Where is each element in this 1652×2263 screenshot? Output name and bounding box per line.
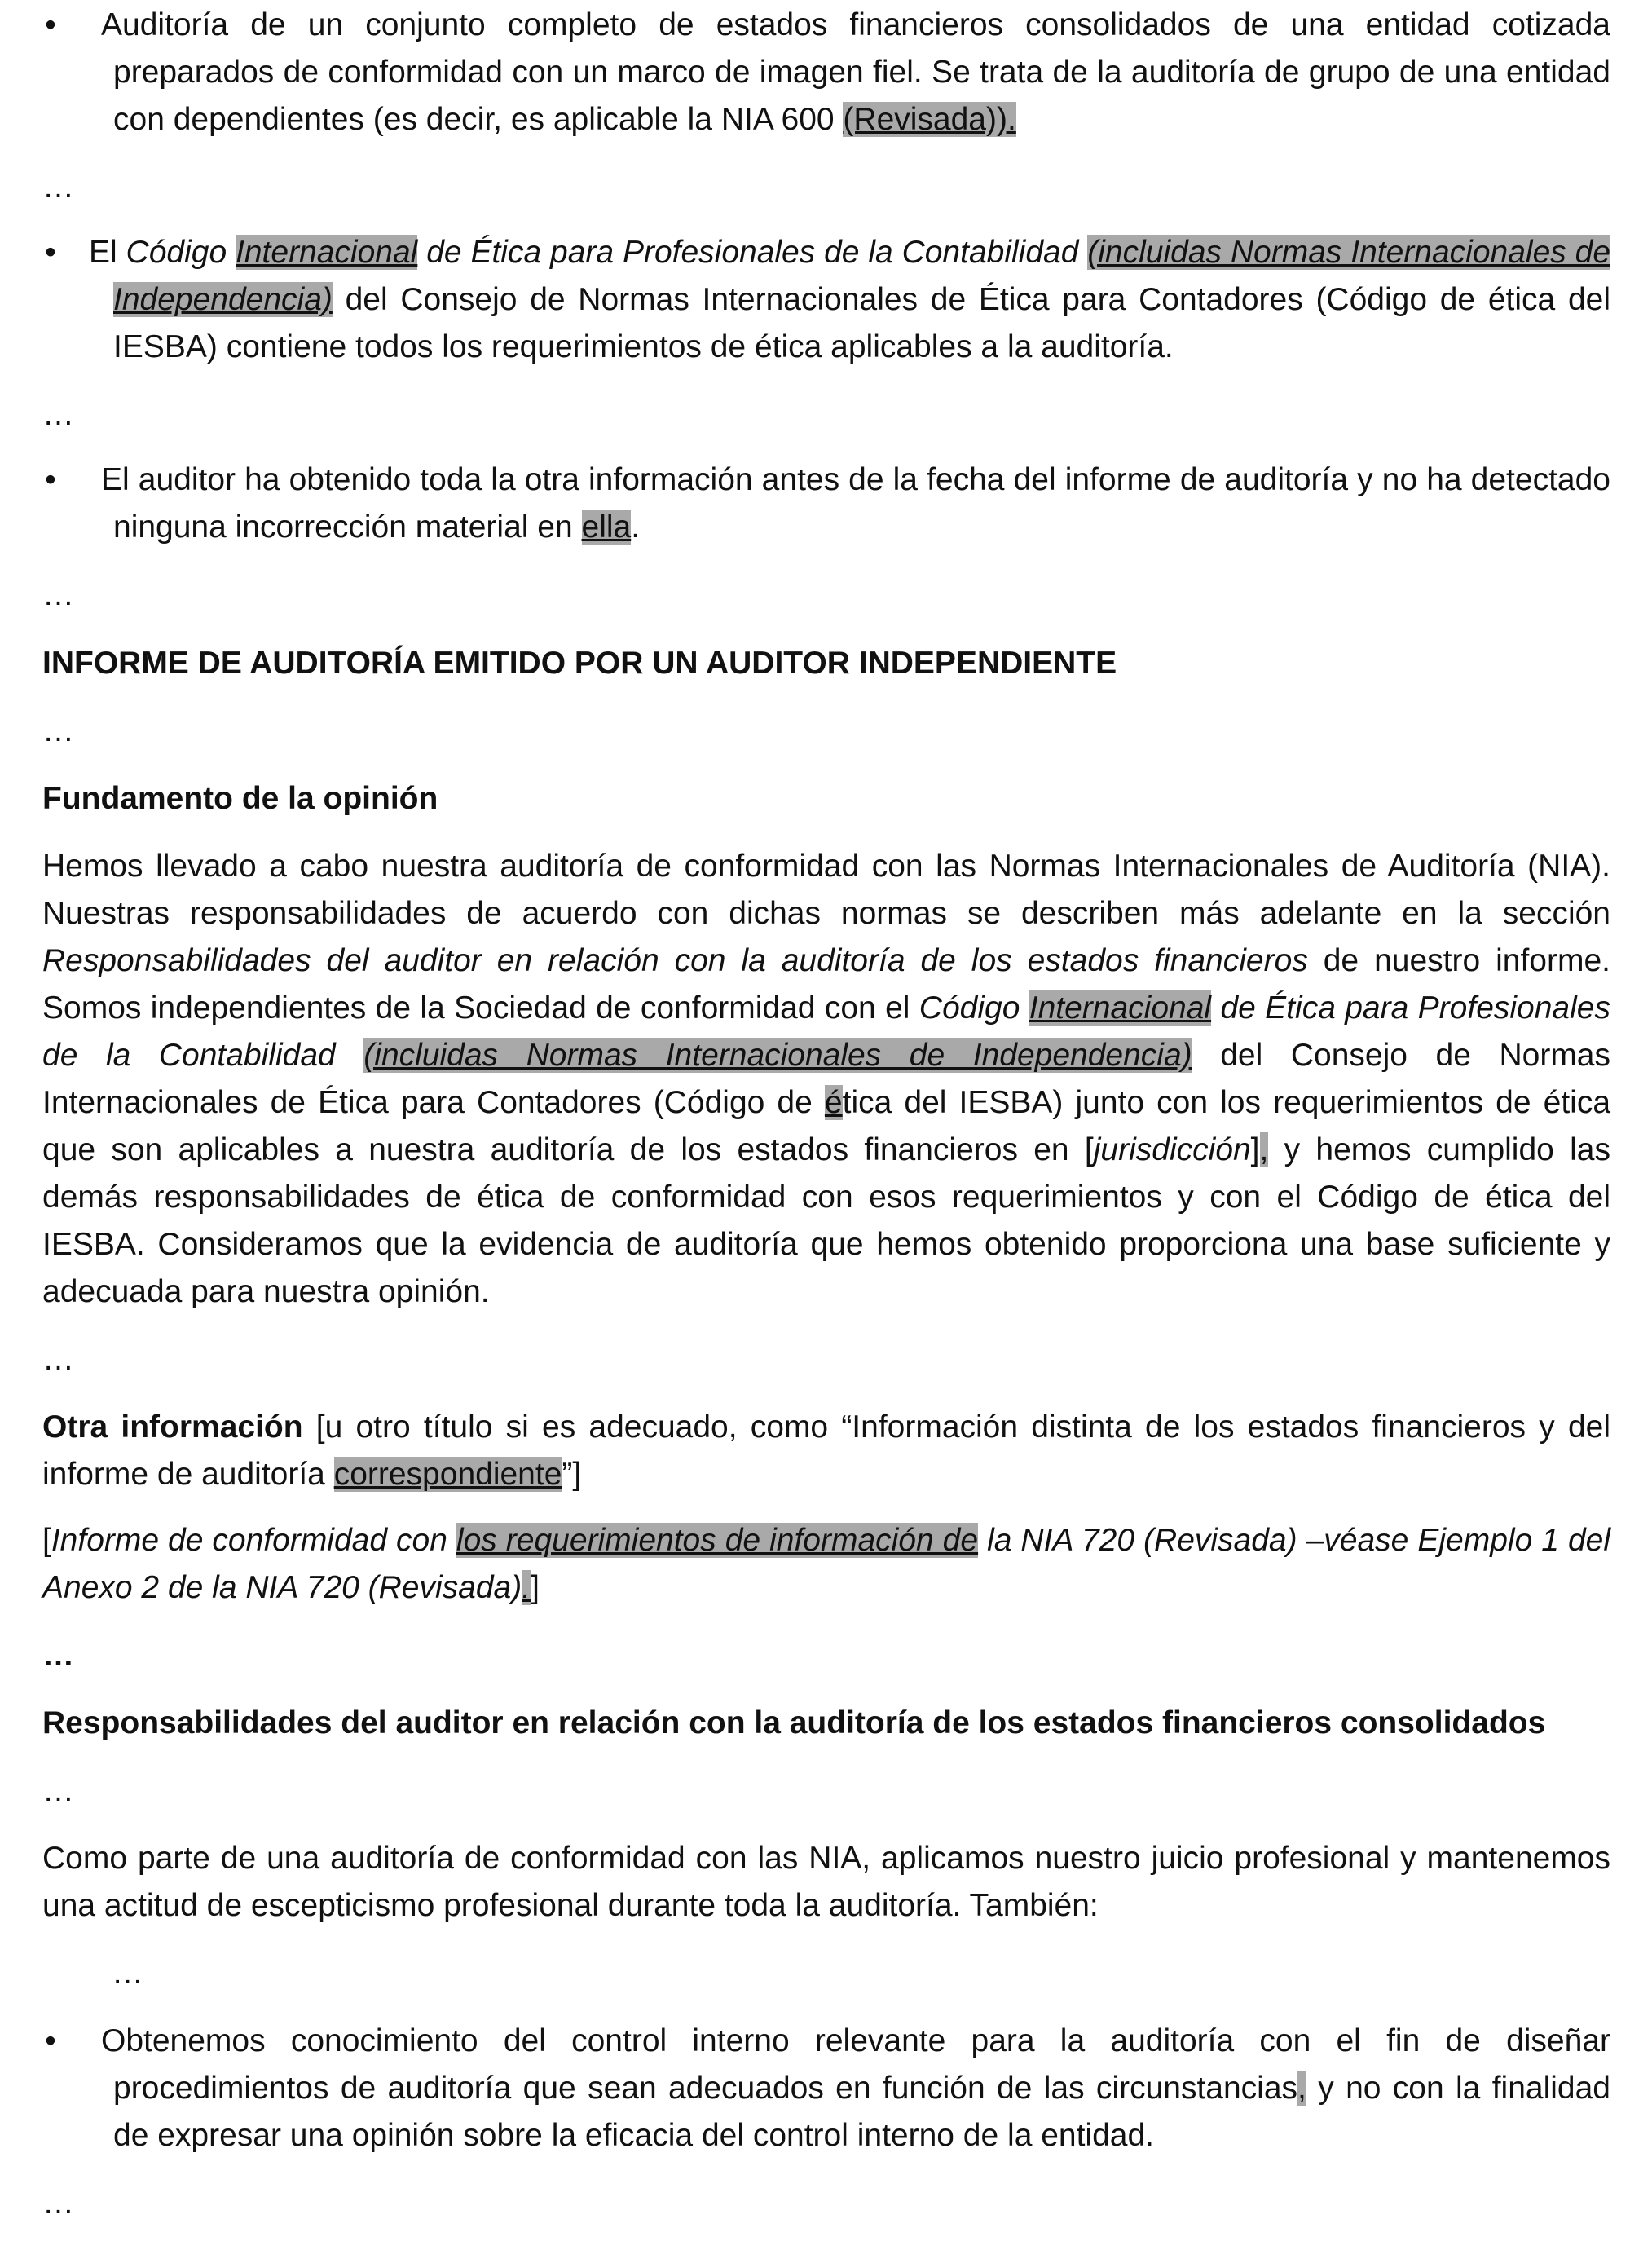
- italic-text: la NIA 720 (Revisada) –véase Ejemplo 1 del Anexo 2 de la NIA 720 (Revisada): [42, 1523, 1610, 1605]
- bullet-item-internal-control: [42, 2018, 1610, 2159]
- scope-paragraph: Como parte de una auditoría de conformidad con las NIA, aplicamos nuestro juicio profesional y mantenemos una actitud de escepticismo profesional durante toda la auditoría. También:: [42, 1841, 1610, 1923]
- paragraph-text: ”]: [562, 1457, 582, 1492]
- highlighted-text: (Revisada)).: [843, 102, 1016, 137]
- paragraph-text: y hemos cumplido las demás responsabilidades de ética de conformidad con esos requerimientos y con el Código de ética del IESBA. Consideramos que la evidencia de auditoría que hemos obtenido proporciona una base suficiente y adecuada para nuestra opinión.: [42, 1132, 1610, 1309]
- isa720-report-paragraph: [42, 1517, 1610, 1612]
- highlighted-text: Internacional: [236, 235, 418, 270]
- other-info-heading: Otra información: [42, 1409, 303, 1445]
- ellipsis: …: [112, 1956, 143, 1991]
- ellipsis: …: [42, 2186, 74, 2221]
- paragraph-text: [u otro título si es adecuado, como “Información distinta de los estados financieros y del informe de auditoría: [42, 1409, 1610, 1492]
- highlighted-text: Internacional: [1029, 990, 1212, 1026]
- bullet-item-ethics-code: [42, 229, 1610, 371]
- paragraph-text: tica del IESBA) junto con los requerimientos de ética que son aplicables a nuestra auditoría de los estados financieros en [: [42, 1085, 1611, 1167]
- bullet-icon: •: [45, 462, 56, 497]
- ellipsis: …: [42, 577, 74, 612]
- highlighted-text: ella: [581, 510, 632, 545]
- document-page: [42, 2, 1610, 2227]
- highlighted-text: .: [522, 1570, 531, 1605]
- responsibilities-heading: Responsabilidades del auditor en relación con la auditoría de los estados financieros consolidados: [42, 1705, 1546, 1740]
- code-title-italic: Código: [919, 990, 1029, 1026]
- paragraph-text: del Consejo de Normas Internacionales de Ética para Contadores (Código de: [42, 1038, 1611, 1120]
- highlighted-text: ,: [1297, 2071, 1306, 2106]
- basis-heading: Fundamento de la opinión: [42, 781, 438, 816]
- bullet-text: El auditor ha obtenido toda la otra información antes de la fecha del informe de auditoría y no ha detectado ninguna incorrección material en: [101, 462, 1610, 545]
- bullet-text: del Consejo de Normas Internacionales de Ética para Contadores (Código de ética del IESBA) contiene todos los requerimientos de ética aplicables a la auditoría.: [113, 282, 1610, 364]
- report-heading: INFORME DE AUDITORÍA EMITIDO POR UN AUDITOR INDEPENDIENTE: [42, 646, 1117, 681]
- jurisdiction-italic: jurisdicción: [1093, 1132, 1251, 1167]
- bullet-text: .: [631, 510, 641, 545]
- highlighted-text: los requerimientos de información de: [456, 1523, 979, 1558]
- code-title-italic: de Ética para Profesionales de la Contabilidad: [417, 235, 1088, 270]
- highlighted-text: correspondiente: [333, 1457, 562, 1492]
- basis-paragraph: [42, 843, 1610, 1316]
- italic-text: Informe de conformidad con: [51, 1523, 456, 1558]
- bold-ellipsis: …: [42, 1638, 74, 1673]
- ellipsis: …: [42, 1342, 74, 1377]
- bullet-item-audit-scope: [42, 2, 1610, 143]
- highlighted-text: ,: [1259, 1132, 1269, 1167]
- bullet-icon: •: [45, 7, 56, 42]
- code-title-italic: Código: [126, 235, 236, 270]
- bullet-icon: •: [45, 2023, 56, 2058]
- bullet-text: Obtenemos conocimiento del control interno relevante para la auditoría con el fin de diseñar procedimientos de auditoría que sean adecuados en función de las circunstancias: [101, 2023, 1610, 2106]
- paragraph-text: [: [42, 1523, 51, 1558]
- bullet-text: preparados de conformidad con un marco de imagen fiel. Se trata de la auditoría de grupo de una entidad con dependientes (es decir, es aplicable la NIA 600: [113, 55, 1610, 137]
- bullet-icon: •: [45, 235, 56, 270]
- paragraph-text: Hemos llevado a cabo nuestra auditoría de conformidad con las Normas Internacionales de Auditoría (NIA). Nuestras responsabilidades de acuerdo con dichas normas se describen más adelante en la sección: [42, 849, 1610, 931]
- bullet-text: y no con la finalidad de expresar una opinión sobre la eficacia del control interno de la entidad.: [113, 2071, 1610, 2153]
- paragraph-text: de nuestro informe. Somos independientes de la Sociedad de conformidad con el: [42, 943, 1610, 1026]
- ellipsis: …: [42, 713, 74, 748]
- bullet-text-line1: Auditoría de un conjunto completo de estados financieros consolidados de una entidad cotizada: [101, 7, 1610, 42]
- paragraph-text: ]: [531, 1570, 540, 1605]
- code-title-italic: de Ética para Profesionales de la Contabilidad: [42, 990, 1610, 1073]
- other-info-paragraph: [42, 1404, 1610, 1498]
- ellipsis: …: [42, 397, 74, 432]
- paragraph-text: ]: [1250, 1132, 1260, 1167]
- highlighted-text: (incluidas Normas Internacionales de Independencia): [363, 1038, 1192, 1073]
- highlighted-text: é: [824, 1085, 843, 1120]
- bullet-item-other-info: [42, 457, 1610, 551]
- bullet-text: El: [89, 235, 126, 270]
- ellipsis: …: [42, 1773, 74, 1808]
- ellipsis: …: [42, 170, 74, 205]
- section-title-italic: Responsabilidades del auditor en relación con la auditoría de los estados financieros: [42, 943, 1308, 978]
- highlighted-text: (incluidas Normas Internacionales de Independencia): [113, 235, 1611, 317]
